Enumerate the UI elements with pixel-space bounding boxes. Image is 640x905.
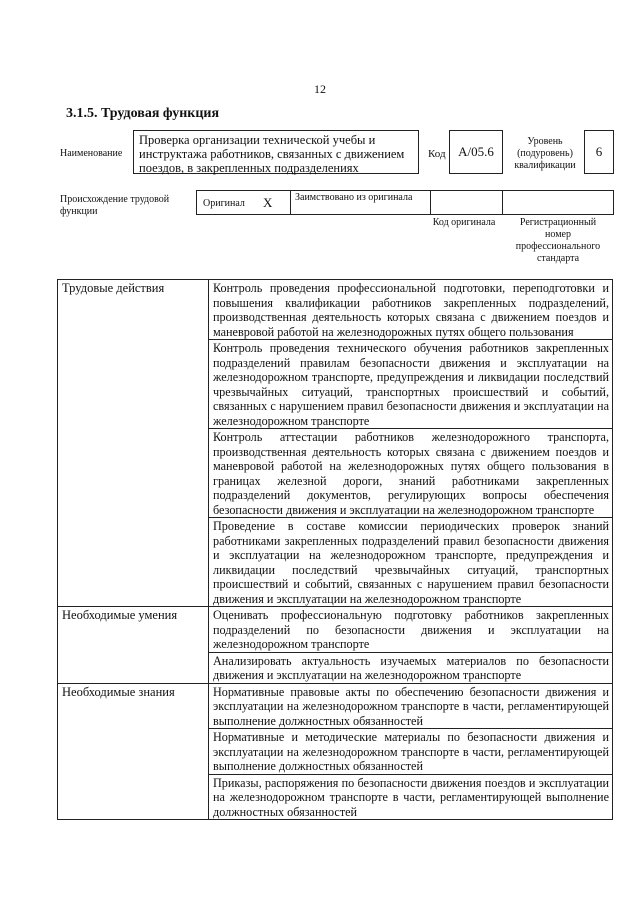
table-cell: Нормативные и методические материалы по безопасности движения и эксплуатации на железнодорожном транспорте в части, регламентирующей выполнение должностных обязанностей [209, 729, 613, 775]
table-cell: Нормативные правовые акты по обеспечению безопасности движения и эксплуатации на железнодорожном транспорте в части, регламентирующей выполнение должностных обязанностей [209, 683, 613, 729]
origin-borrowed-cell [291, 191, 431, 214]
table-cell: Проведение в составе комиссии периодических проверок знаний работниками закрепленных подразделений правил безопасности движения и эксплуатации на железнодорожном транспорте, предупреждения и ликвидации последствий чрезвычайных ситуаций, транспортных происшествий и событий, связанных с нарушением правил безопасности движения и эксплуатации на железнодорожном транспорте [209, 518, 613, 607]
table-row [58, 683, 613, 729]
code-label: Код [428, 148, 446, 160]
origin-code-cell [431, 191, 503, 214]
table-row [58, 607, 613, 653]
origin-label: Происхождение трудовой функции [60, 194, 170, 217]
labor-function-table [57, 279, 613, 820]
table-cell: Контроль проведения технического обучения работников закрепленных подразделений правилам безопасности движения и эксплуатации на железнодорожном транспорте, предупреждения и ликвидации последствий чрезвычайных ситуаций, транспортных происшествий и событий, связанных с нарушением правил безопасности движения и эксплуатации на железнодорожном транспорте [209, 340, 613, 429]
function-name-box [133, 130, 419, 174]
table-cell: Контроль аттестации работников железнодорожного транспорта, производственная деятельность которых связана с движением поездов и маневровой работой на железнодорожных путях общего пользования в границах железной дороги, знаний работниками закрепленных подразделений документов, регулирующих вопросы обеспечения безопасности движения и эксплуатации на железнодорожном транспорте [209, 429, 613, 518]
original-mark: Х [263, 195, 273, 210]
row-heading-skills: Необходимые умения [58, 607, 209, 684]
original-label: Оригинал [203, 198, 245, 209]
code-box [449, 130, 503, 174]
level-label: Уровень (подуровень) квалификации [514, 136, 576, 171]
level-value: 6 [595, 144, 603, 159]
origin-reg-cell [503, 191, 613, 214]
code-value: А/05.6 [458, 144, 494, 159]
table-cell: Оценивать профессиональную подготовку работников закрепленных подразделений по безопасности движения и эксплуатации на железнодорожном транспорте [209, 607, 613, 653]
table-cell: Анализировать актуальность изучаемых материалов по безопасности движения и эксплуатации на железнодорожном транспорте [209, 652, 613, 683]
borrowed-label: Заимствовано из оригинала [295, 192, 413, 203]
table-cell: Контроль проведения профессиональной подготовки, переподготовки и повышения квалификации работников закрепленных подразделений, производственная деятельность которых связана с движением поездов и маневровой работой на железнодорожных путях общего пользования [209, 280, 613, 340]
name-label: Наименование [60, 148, 123, 159]
section-title: 3.1.5. Трудовая функция [66, 106, 220, 121]
table-row [58, 280, 613, 340]
table-cell: Приказы, распоряжения по безопасности движения поездов и эксплуатации на железнодорожном транспорте в части, регламентирующей выполнение должностных обязанностей [209, 774, 613, 820]
level-box [584, 130, 614, 174]
reg-number-caption: Регистрационный номер профессионального стандарта [515, 217, 601, 264]
code-original-caption: Код оригинала [432, 217, 496, 228]
row-heading-actions: Трудовые действия [58, 280, 209, 607]
function-name-value: Проверка организации технической учебы и инструктажа работников, связанных с движением поездов, в закрепленных подразделениях [139, 133, 405, 175]
page-number: 12 [314, 82, 326, 96]
row-heading-knowledge: Необходимые знания [58, 683, 209, 820]
origin-original-cell [197, 191, 291, 214]
origin-strip [196, 190, 614, 215]
